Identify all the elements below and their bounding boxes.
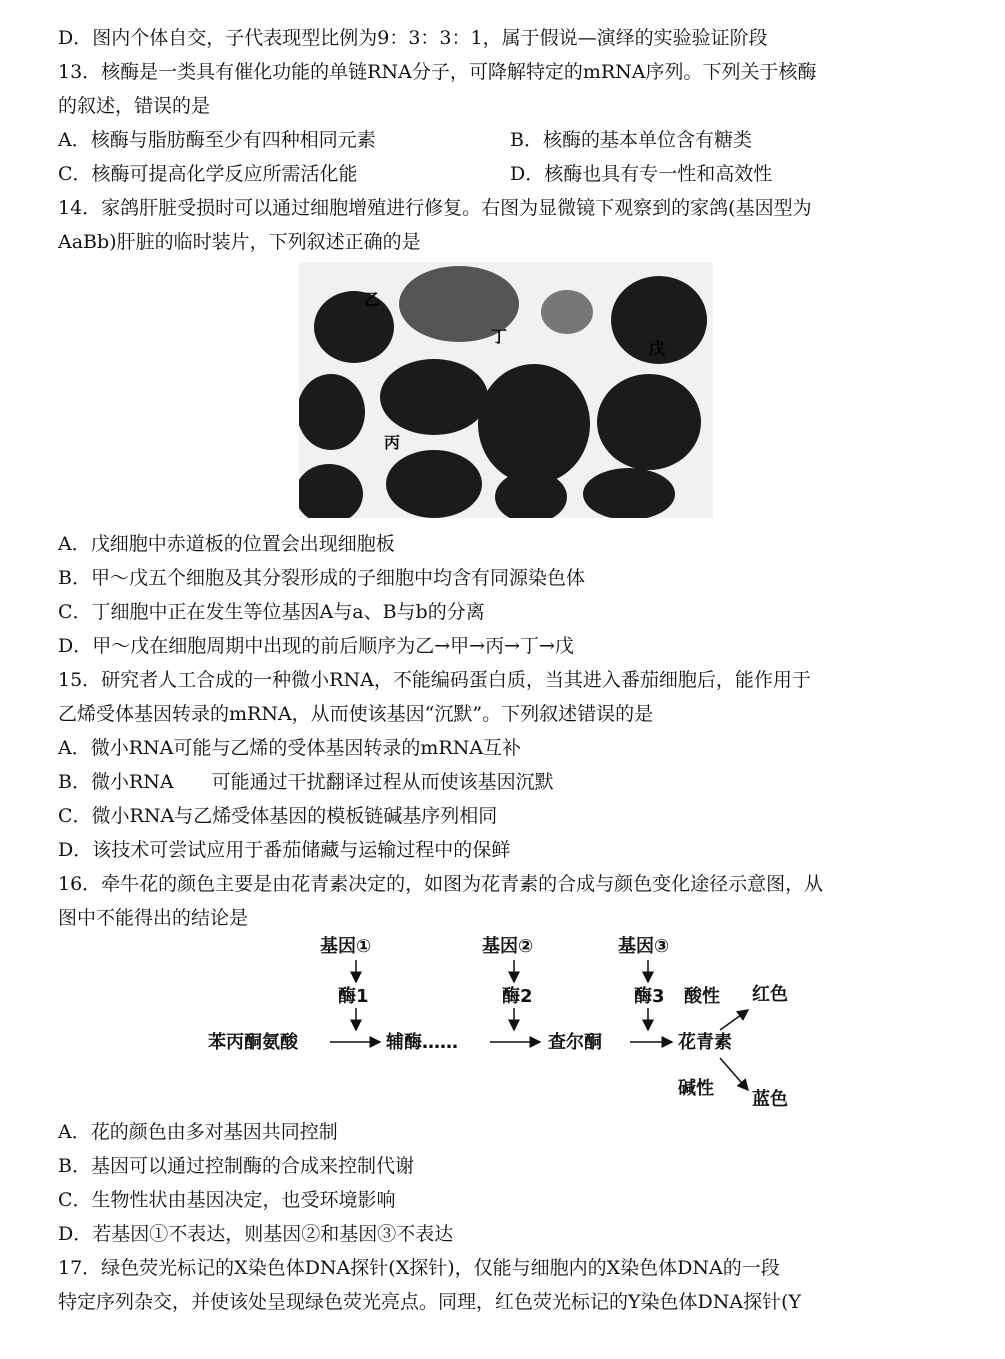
q16-option-a: A．花的颜色由多对基因共同控制 xyxy=(58,1121,338,1143)
enzyme1-label: 酶1 xyxy=(338,986,369,1007)
q14-option-a: A．戊细胞中赤道板的位置会出现细胞板 xyxy=(58,533,395,555)
q16-stem-1: 16．牵牛花的颜色主要是由花青素决定的，如图为花青素的合成与颜色变化途径示意图，从 xyxy=(58,873,824,895)
micrograph xyxy=(299,262,713,518)
q13-option-c: C．核酶可提高化学反应所需活化能 xyxy=(58,163,358,185)
label-bing: 丙 xyxy=(384,433,401,452)
label-ding: 丁 xyxy=(491,327,508,346)
q14-option-b: B．甲～戊五个细胞及其分裂形成的子细胞中均含有同源染色体 xyxy=(58,567,585,589)
q13-stem-2: 的叙述，错误的是 xyxy=(58,95,211,117)
gene1-label: 基因① xyxy=(320,936,372,957)
acidic-label: 酸性 xyxy=(684,986,720,1007)
q13-option-a: A．核酶与脂肪酶至少有四种相同元素 xyxy=(58,129,376,151)
q16-stem-2: 图中不能得出的结论是 xyxy=(58,907,249,929)
q13-option-d: D．核酶也具有专一性和高效性 xyxy=(510,163,773,185)
q13-stem-1: 13．核酶是一类具有催化功能的单链RNA分子，可降解特定的mRNA序列。下列关于核酶 xyxy=(58,61,817,83)
enzyme2-label: 酶2 xyxy=(502,986,533,1007)
basic-label: 碱性 xyxy=(678,1078,714,1099)
q13-option-b: B．核酶的基本单位含有糖类 xyxy=(510,129,752,151)
q15-option-b: B．微小RNA 可能通过干扰翻译过程从而使该基因沉默 xyxy=(58,771,554,793)
q15-stem-2: 乙烯受体基因转录的mRNA，从而使该基因“沉默”。下列叙述错误的是 xyxy=(58,703,654,725)
q14-option-c: C．丁细胞中正在发生等位基因A与a、B与b的分离 xyxy=(58,601,485,623)
blue-label: 蓝色 xyxy=(752,1089,788,1110)
q15-option-c: C．微小RNA与乙烯受体基因的模板链碱基序列相同 xyxy=(58,805,498,827)
q14-option-d: D．甲～戊在细胞周期中出现的前后顺序为乙→甲→丙→丁→戊 xyxy=(58,635,574,657)
anthocyanin-pathway-diagram xyxy=(200,930,840,1110)
q14-stem-1: 14．家鸽肝脏受损时可以通过细胞增殖进行修复。右图为显微镜下观察到的家鸽(基因型为 xyxy=(58,197,812,219)
label-wu: 戊 xyxy=(649,339,666,358)
q17-stem-1: 17．绿色荧光标记的X染色体DNA探针(X探针)，仅能与细胞内的X染色体DNA的一段 xyxy=(58,1257,780,1279)
substrate-label: 苯丙酮氨酸 xyxy=(208,1032,298,1053)
q12-option-d: D．图内个体自交，子代表现型比例为9：3：3：1，属于假说—演绎的实验验证阶段 xyxy=(58,27,768,49)
q17-stem-2: 特定序列杂交，并使该处呈现绿色荧光亮点。同理，红色荧光标记的Y染色体DNA探针(Y xyxy=(58,1291,802,1313)
coenzyme-label: 辅酶…… xyxy=(386,1032,458,1053)
q15-stem-1: 15．研究者人工合成的一种微小RNA，不能编码蛋白质，当其进入番茄细胞后，能作用于 xyxy=(58,669,811,691)
q16-option-b: B．基因可以通过控制酶的合成来控制代谢 xyxy=(58,1155,414,1177)
q16-option-d: D．若基因①不表达，则基因②和基因③不表达 xyxy=(58,1223,454,1245)
enzyme3-label: 酶3 xyxy=(634,986,665,1007)
gene3-label: 基因③ xyxy=(618,936,670,957)
chalcone-label: 查尔酮 xyxy=(548,1032,602,1053)
q16-option-c: C．生物性状由基因决定，也受环境影响 xyxy=(58,1189,396,1211)
label-yi: 乙 xyxy=(364,290,381,309)
anthocyanin-label: 花青素 xyxy=(678,1032,732,1053)
red-label: 红色 xyxy=(752,984,788,1005)
q15-option-a: A．微小RNA可能与乙烯的受体基因转录的mRNA互补 xyxy=(58,737,522,759)
q15-option-d: D．该技术可尝试应用于番茄储藏与运输过程中的保鲜 xyxy=(58,839,511,861)
gene2-label: 基因② xyxy=(482,936,534,957)
q14-stem-2: AaBb)肝脏的临时装片，下列叙述正确的是 xyxy=(58,231,421,253)
